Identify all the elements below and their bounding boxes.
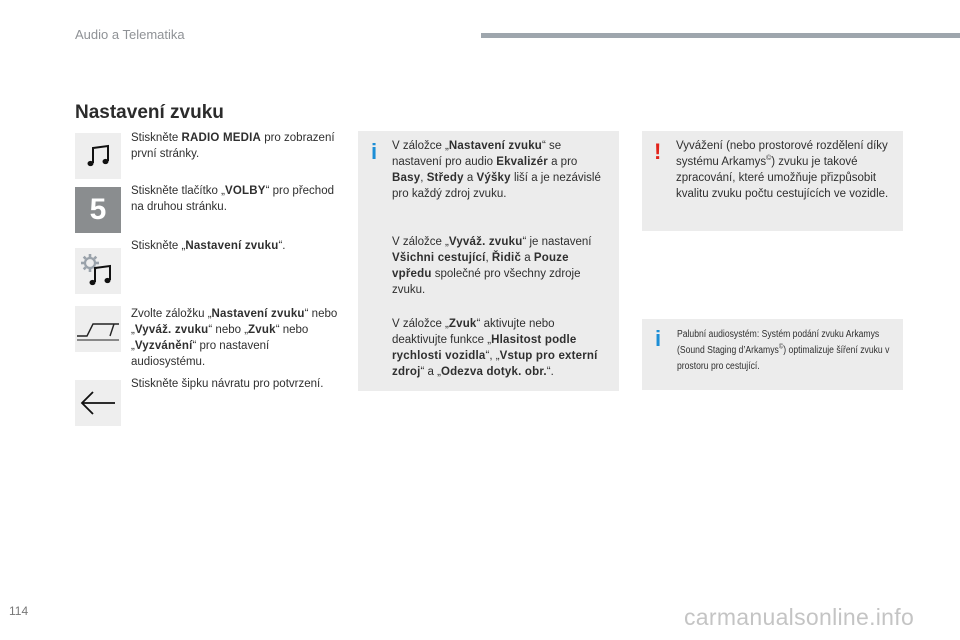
tab-icon	[75, 306, 121, 352]
step-4-text: Zvolte záložku „Nastavení zvuku“ nebo „Vyváž. zvuku“ nebo „Zvuk“ nebo „Vyzvánění“ pro nastavení audiosystému.	[131, 308, 338, 368]
step-1-text: Stiskněte RADIO MEDIA pro zobrazení první stránky.	[131, 132, 335, 160]
info-panel	[358, 131, 619, 391]
step-5-text: Stiskněte šipku návratu pro potvrzení.	[131, 378, 324, 390]
info-paragraph-1: V záložce „Nastavení zvuku“ se nastavení pro audio Ekvalizér a pro Basy, Středy a Výšky liší a je nezávislé pro každý zdroj zvuku.	[392, 140, 601, 200]
page-number: 114	[9, 604, 29, 618]
info-icon: i	[655, 326, 662, 351]
step-3-text: Stiskněte „Nastavení zvuku“.	[131, 240, 286, 252]
back-arrow-icon	[75, 380, 121, 426]
info-paragraph-3: V záložce „Zvuk“ aktivujte nebo deaktivujte funkce „Hlasitost podle rychlosti vozidla“, „Vstup pro externí zdroj“ a „Odezva dotyk. obr.“.	[392, 318, 598, 378]
music-note-icon	[75, 133, 121, 179]
warning-panel	[642, 131, 903, 231]
header-bar	[481, 33, 960, 38]
running-header: Audio a Telematika	[75, 27, 185, 42]
warning-icon: !	[654, 139, 662, 164]
info-paragraph-2: V záložce „Vyváž. zvuku“ je nastavení Všichni cestující, Řidič a Pouze vpředu společné pro všechny zdroje zvuku.	[392, 236, 592, 296]
note-panel	[642, 319, 903, 390]
number-5-icon	[75, 187, 121, 233]
note-text: Palubní audiosystém: Systém podání zvuku Arkamys (Sound Staging d’Arkamys©) optimalizuje šíření zvuku v prostoru pro cestující.	[677, 329, 890, 372]
step-2-text: Stiskněte tlačítko „VOLBY“ pro přechod na druhou stránku.	[131, 185, 334, 213]
settings-music-icon	[75, 248, 121, 294]
number-5-label: 5	[89, 193, 107, 226]
info-icon: i	[371, 139, 378, 164]
warning-text: Vyvážení (nebo prostorové rozdělení díky systému Arkamys©) zvuku je takové zpracování, které umožňuje přizpůsobit kvalitu zvuku počtu cestujících ve vozidle.	[676, 140, 889, 200]
watermark: carmanualsonline.info	[684, 604, 915, 630]
section-title: Nastavení zvuku	[75, 102, 224, 123]
